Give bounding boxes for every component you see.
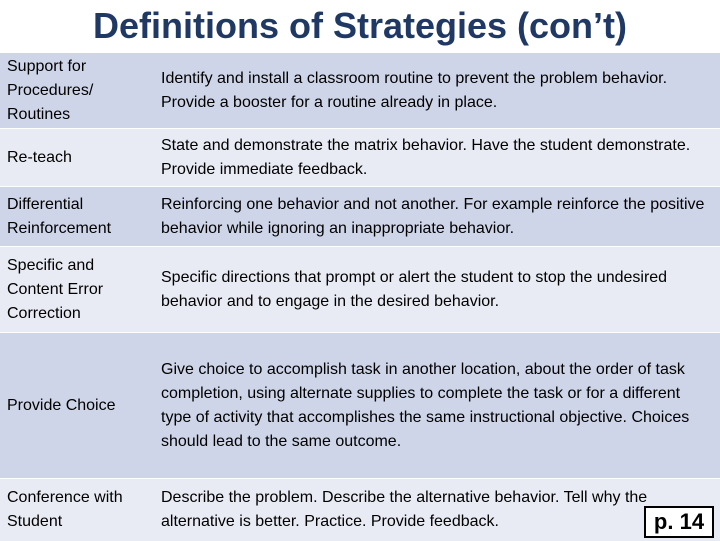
page-number-badge: p. 14	[644, 506, 714, 538]
strategy-definition: Describe the problem. Describe the alternative behavior. Tell why the alternative is better. Practice. Provide feedback.	[161, 489, 648, 530]
table-row	[0, 52, 720, 129]
table-row	[0, 128, 720, 187]
strategy-term: Differential Reinforcement	[7, 196, 112, 237]
strategy-definition: State and demonstrate the matrix behavior. Have the student demonstrate. Provide immediate feedback.	[161, 137, 691, 178]
strategy-term: Support for Procedures/ Routines	[7, 58, 94, 123]
table-row	[0, 246, 720, 333]
strategy-term: Provide Choice	[7, 397, 116, 414]
table-row	[0, 478, 720, 541]
strategy-definition: Identify and install a classroom routine to prevent the problem behavior. Provide a booster for a routine already in place.	[161, 70, 668, 111]
strategy-definition: Give choice to accomplish task in another location, about the order of task completion, using alternate supplies to complete the task or for a different type of activity that accomplishes the same instructional objective. Choices should lead to the same outcome.	[161, 361, 690, 450]
table-row	[0, 332, 720, 479]
page-title: Definitions of Strategies (con’t)	[0, 0, 720, 52]
strategy-term: Re-teach	[7, 149, 72, 166]
strategy-definition: Reinforcing one behavior and not another. For example reinforce the positive behavior while ignoring an inappropriate behavior.	[161, 196, 705, 237]
strategy-definition: Specific directions that prompt or alert the student to stop the undesired behavior and to engage in the desired behavior.	[161, 269, 668, 310]
strategy-term: Conference with Student	[7, 489, 123, 530]
strategy-term: Specific and Content Error Correction	[7, 257, 104, 322]
table-row	[0, 186, 720, 247]
definitions-table	[0, 52, 720, 540]
